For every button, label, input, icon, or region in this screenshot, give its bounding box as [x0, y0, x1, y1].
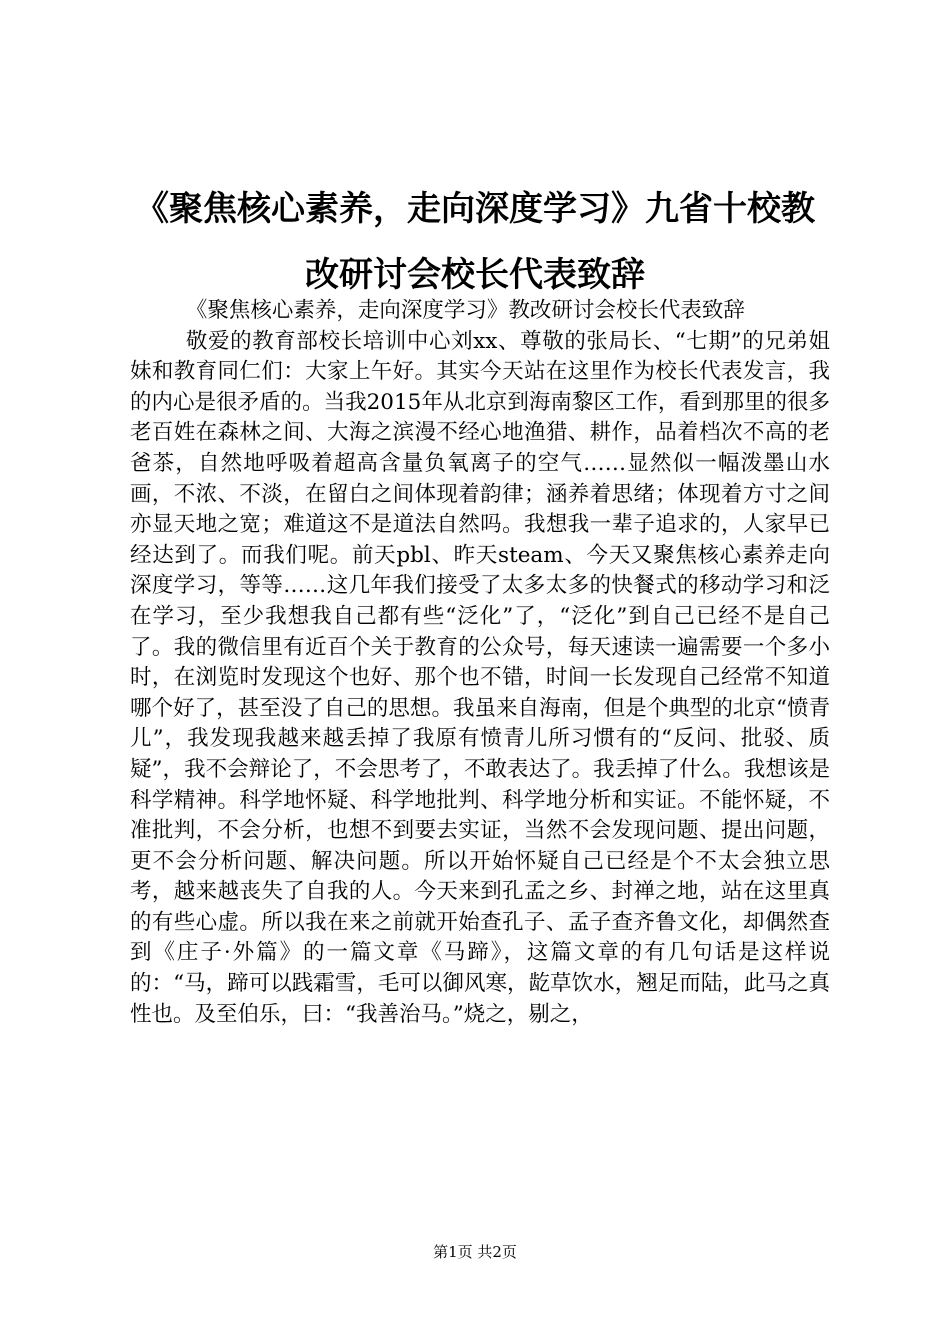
body-paragraph: 敬爱的教育部校长培训中心刘xx、尊敬的张局长、“七期”的兄弟姐妹和教育同仁们：大家上午好。其实今天站在这里作为校长代表发言，我的内心是很矛盾的。当我2015年从北京到海南黎区工作，看到那里的很多老百姓在森林之间、大海之滨漫不经心地渔猎、耕作，品着档次不高的老爸茶，自然地呼吸着超高含量负氧离子的空气……显然似一幅泼墨山水画，不浓、不淡，在留白之间体现着韵律；涵养着思绪；体现着方寸之间亦显天地之宽；难道这不是道法自然吗。我想我一辈子追求的，人家早已经达到了。而我们呢。前天pbl、昨天steam、今天又聚焦核心素养走向深度学习，等等……这几年我们接受了太多太多的快餐式的移动学习和泛在学习，至少我想我自己都有些“泛化”了，“泛化”到自己已经不是自己了。我的微信里有近百个关于教育的公众号，每天速读一遍需要一个多小时，在浏览时发现这个也好、那个也不错，时间一长发现自己经常不知道哪个好了，甚至没了自己的思想。我虽来自海南，但是个典型的北京“愤青儿”，我发现我越来越丢掉了我原有愤青儿所习惯有的“反问、批驳、质疑”，我不会辩论了，不会思考了，不敢表达了。我丢掉了什么。我想该是科学精神。科学地怀疑、科学地批判、科学地分析和实证。不能怀疑，不准批判，不会分析，也想不到要去实证，当然不会发现问题、提出问题，更不会分析问题、解决问题。所以开始怀疑自己已经是个不太会独立思考，越来越丧失了自我的人。今天来到孔孟之乡、封禅之地，站在这里真的有些心虚。所以我在来之前就开始查孔子、孟子查齐鲁文化，却偶然查到《庄子·外篇》的一篇文章《马蹄》，这篇文章的有几句话是这样说的：“马，蹄可以践霜雪，毛可以御风寒，龁草饮水，翘足而陆，此马之真性也。及至伯乐，曰：“我善治马。”烧之，剔之，	[130, 328, 830, 1027]
subtitle-paragraph: 《聚焦核心素养，走向深度学习》教改研讨会校长代表致辞	[185, 298, 745, 323]
document-title: 《聚焦核心素养，走向深度学习》九省十校教改研讨会校长代表致辞	[135, 189, 815, 295]
page-footer: 第1页 共2页	[433, 1243, 517, 1261]
document-body	[130, 296, 830, 1030]
